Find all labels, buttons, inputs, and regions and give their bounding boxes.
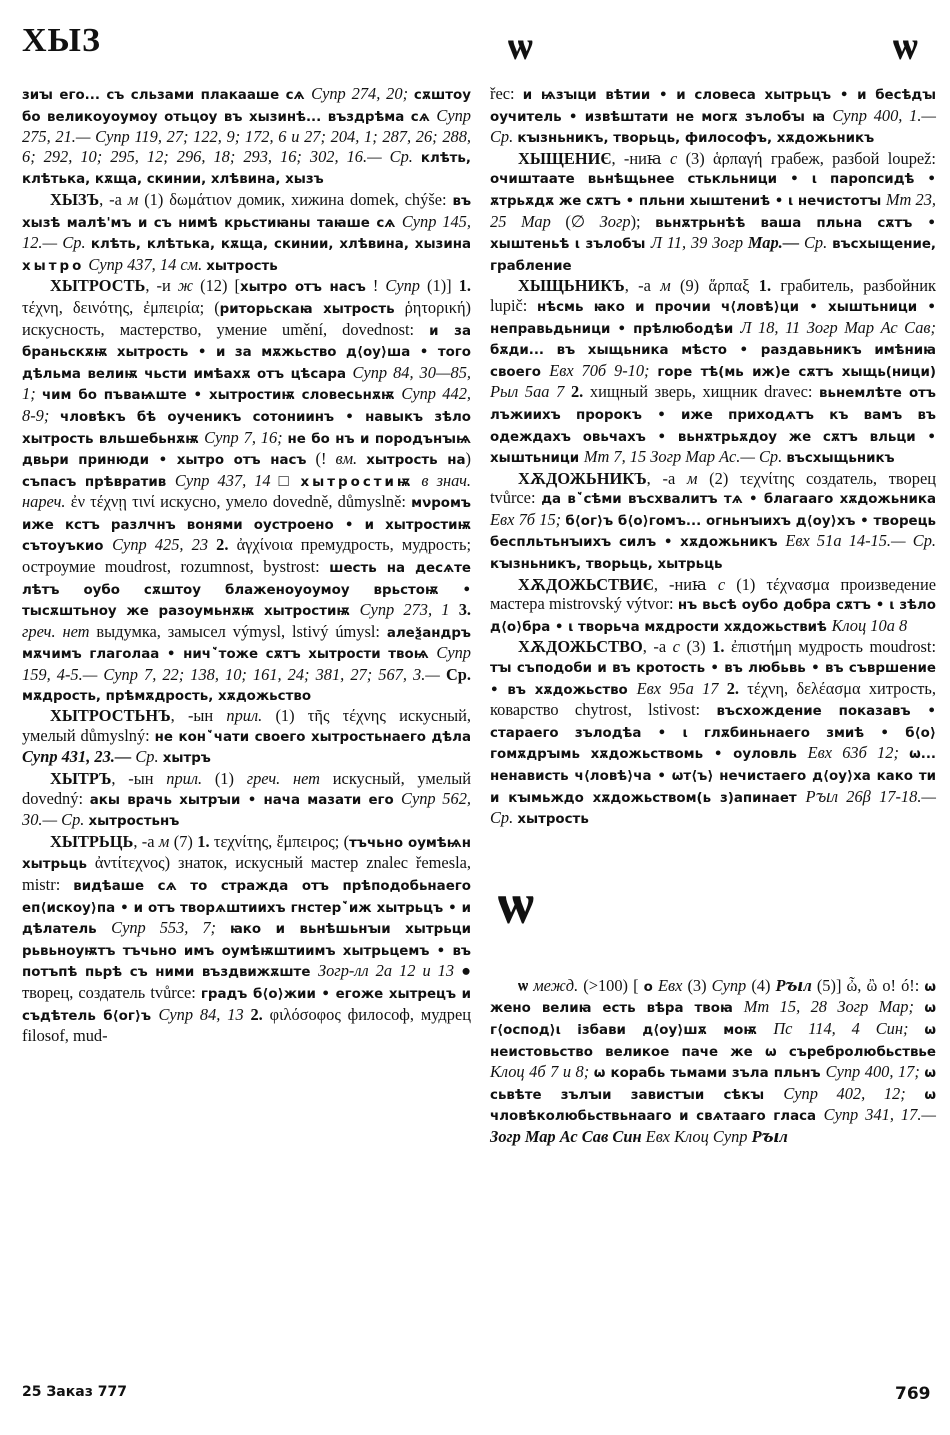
entry-text: выдумка, замысел výmysl, lstivý úmysl: (89, 621, 387, 641)
entry-headword: ХѪДОЖЬНИКЪ (518, 468, 647, 488)
entry-text: зиꙑ его... съ сльзами плакааше сѧ (22, 88, 312, 103)
dictionary-entry (490, 976, 936, 1147)
entry-text: ἐπιστήμη мудрость moudrost: (724, 637, 937, 657)
entry-text: хытростьнъ (88, 814, 180, 830)
entry-text: и ѩзꙑци вѣтии • и словеса хытрьцъ • и бесѣдꙑ оучитель • извѣштати не могѫ зълобꙑ ꙗ (490, 88, 936, 125)
dictionary-entry (22, 84, 471, 190)
entry-text: греч. нет (246, 769, 321, 788)
section-letter-heading: ѡ (498, 870, 534, 936)
entry-text: (1) τέχνασμα произведение мастера mistrovský výtvor: (490, 574, 937, 614)
right-entries (490, 84, 936, 830)
entry-text: м (686, 468, 698, 488)
entry-text: Супр 402, 12; (783, 1083, 925, 1103)
entry-text: кꙑзньникъ, творьць, философъ, хѫдожьникъ (517, 131, 875, 147)
entry-text: хытро (22, 258, 85, 274)
running-head-right: ѡ (893, 23, 919, 68)
entry-text: Супр 274, 20; (311, 84, 414, 103)
entry-text: о (643, 979, 653, 995)
entry-text: (4) (746, 975, 776, 995)
entry-text: Супр 437, 14 (174, 470, 271, 490)
entry-text: въсхождение показавъ • стараего зълодѣа • ι глѫбиньнаего змиѣ • б⟨о⟩гомѫдрꙑмь хѫдожьствомь • оуловль (490, 704, 936, 763)
entry-text: не бо нъ и породънꙑѩ двьри принюди • хытро отъ насъ (22, 431, 471, 469)
entry-headword: 2. (250, 1004, 263, 1024)
entry-headword: 2. (726, 678, 740, 698)
entry-text: ● творец, создатель tvůrce: (22, 961, 471, 1002)
entry-text: вм. (335, 449, 358, 469)
entry-text: алеѯандръ мѫчимъ глаголаа • ничꙿтоже сѫтъ хытрости твоѩ (22, 625, 471, 663)
entry-text: Евх 7б 15; (490, 509, 566, 529)
entry-text: (5)] ὦ, ὢ o! ó!: (811, 975, 925, 995)
entry-text: м (660, 276, 671, 296)
entry-headword: ХЫЩЬНИКЪ (518, 276, 625, 296)
entry-text: ѡ сьвѣте зълꙑи завистꙑи сѣкꙑ (490, 1066, 936, 1103)
dictionary-entry (490, 469, 936, 575)
entry-headword: 1. (758, 276, 772, 296)
entry-text: Мт 23, 25 Мар (490, 189, 937, 231)
entry-text: ꙗко и вьнѣшьнꙑи хытрьци рьвьноуѭтъ тъчьно имъ оумѣѭштиимъ хытрьцемъ • въ потъпѣ пьрѣ съ ними въздвижѫште (22, 922, 471, 981)
right-column (490, 84, 936, 1147)
entry-text: řec: (490, 84, 523, 103)
entry-text: Рꙑл 26β 17-18.— Ср. (490, 786, 936, 828)
entry-text: ἐν τέχνῃ τινί искусно, умело dovedně, důmyslně: (65, 492, 412, 512)
entry-text: сѫштоу бо великоуоумоу отьцоу въ хызинѣ... въздрѣма сѧ (22, 88, 471, 125)
entry-text: □ (270, 470, 301, 490)
entry-text: (! (306, 449, 336, 469)
entry-text: греч. нет (22, 621, 90, 641)
entry-text: прил. (226, 706, 263, 726)
entry-text: (1) τῆς τέχνης искусный, умелый důmyslný: (22, 706, 471, 745)
entry-text: ἀντίτεχνος) знаток, искусный мастер znalec řemesla, mistr: (22, 853, 471, 894)
dictionary-entry (22, 832, 471, 1046)
entry-text: межд. (528, 975, 579, 995)
entry-text: в знач. нареч. (22, 470, 472, 512)
entry-text: Супр 442, 8-9; (22, 384, 471, 425)
entry-text: хытръ (162, 751, 211, 767)
entry-text: м (158, 831, 170, 851)
entry-text: Супр 400, 17; (825, 1062, 925, 1082)
entry-text: бѫди... въ хыщьника мѣсто • раздавьникъ имѣниꙗ своего (490, 343, 936, 380)
entry-headword: 1. (197, 831, 210, 851)
entry-text: акы врачь хытрꙑи • нача мазати его (89, 792, 402, 808)
entry-text: , -и (145, 276, 178, 296)
entry-text: вьнѫтрьнѣѣ ваша пльна сѫтъ • хыштеньѣ ι зълобꙑ (490, 215, 936, 253)
entry-text: Супр 553, 7; (111, 918, 230, 938)
entry-text: (>100) [ (578, 975, 644, 995)
entry-text: Пс 114, 4 Син; (773, 1018, 925, 1038)
entry-text: Супр 341, 17.— (823, 1105, 936, 1125)
entry-text: , -а (133, 831, 159, 851)
entry-text: тъчьно оумѣѩн хытрьць (22, 835, 471, 873)
entry-text: прил. (166, 769, 203, 788)
entry-text: (1) (202, 769, 247, 788)
entry-text: мνромъ иже кстъ разлчнъ вонями оустроено • и хытростиѭ сътоуъкио (22, 496, 471, 555)
entry-text: Супр 431, 23.— (22, 747, 136, 767)
entry-headword: ХЫТРЬЦЬ (50, 831, 134, 851)
dictionary-entry (22, 706, 471, 769)
entry-text: Мт 7, 15 Зогр Мар Ас.— Ср. (583, 447, 787, 467)
entry-text: (∅ (550, 211, 600, 231)
entry-text: Л 11, 39 Зогр (650, 233, 748, 253)
entry-text (357, 449, 366, 468)
entry-headword: 1. (458, 276, 471, 296)
entry-text: хытрость (206, 258, 278, 274)
entry-text: въсхыщьникъ (786, 451, 895, 467)
entry-text: Рꙑл (775, 975, 812, 995)
entry-text: Супр 145, 12.— Ср. (22, 211, 471, 253)
entry-text: и за браньскѫѭ хытрость • и за мѫжьство д⟨оу⟩ша • того дѣльма велиѭ чьсти имѣахѫ отъ цѣсара (22, 323, 471, 382)
entry-text: не конꙿчати своего хытростьнаего дѣла (154, 729, 472, 745)
entry-text: Супр 84, 30—85, 1; (22, 362, 471, 404)
entry-text: ѡ корабь тьмами зъла пльнъ (593, 1066, 826, 1082)
entry-text: ж (177, 276, 194, 296)
dictionary-entry (490, 575, 936, 638)
entry-text: (1)] (420, 276, 459, 296)
entry-text: нѣсмь ꙗко и прочии ч⟨ловѣ⟩ци • хыштьници • неправьдьници • прѣлюбодѣи (490, 299, 936, 337)
entry-text: Евх 70б 9-10; (549, 360, 658, 380)
entry-text: кꙑзньникъ, творьць, хытрьць (490, 557, 723, 573)
entry-text: , -а (99, 189, 128, 209)
entry-text: с (717, 574, 726, 594)
entry-text: хытрость на (366, 453, 466, 469)
entry-text: Супр 425, 23 (112, 535, 217, 555)
entry-text: Клоц 4б 7 и 8; (490, 1062, 594, 1082)
entry-text: Ср. (135, 747, 163, 767)
entry-text: хытро отъ насъ (239, 280, 366, 296)
dictionary-entry (490, 637, 936, 829)
entry-text: (9) ἅρπαξ (670, 276, 759, 296)
entry-headword: 2. (216, 535, 229, 555)
entry-text: риторьскаꙗ хытрость (219, 301, 395, 317)
entry-text: Рꙑл (751, 1126, 788, 1146)
entry-text: чим бо пъваѩште • хытростиѭ словесьнѫѭ (41, 388, 402, 404)
footer-print-info: 25 Заказ 777 (22, 1384, 127, 1400)
entry-text: (7) (169, 831, 198, 851)
entry-text: Клоц 10а 8 (831, 615, 908, 635)
entry-text: ѡ жено велиꙗ есть вѣра твоꙗ (490, 979, 937, 1017)
entry-text: хытростиѭ (300, 474, 414, 490)
entry-text: Мар.— (747, 233, 804, 253)
dictionary-entry (22, 769, 471, 832)
entry-text: , -а (624, 276, 661, 296)
entry-text: въ хызѣ малѣ'мъ и съ нимѣ крьстиꙗны таꙗше сѧ (22, 193, 472, 231)
entry-text: ); (630, 211, 656, 231)
entry-text: τέχνη, δεινότης, ἐμπειρία; ( (22, 297, 220, 317)
entry-text: Супр 562, 30.— Ср. (22, 788, 471, 830)
entry-text: съпасъ прѣвратив (22, 474, 175, 490)
entry-text: (12) [ (193, 276, 240, 296)
entry-text: (3) (682, 975, 712, 995)
entry-text: Зогр-лл 2а 12 и 13 (317, 961, 455, 981)
entry-text: Супр 275, 21.— Супр 119, 27; 122, 9; 172, 6 и 27; 204, 1; 287, 26; 288, 6; 292, 10; 295, 12; 296, 18; 293, 16; 302, 16.— Ср. (22, 105, 471, 166)
entry-text: м (127, 189, 139, 209)
running-head-middle: ѡ (508, 23, 534, 68)
entry-headword: ХЫЗЪ (50, 189, 100, 209)
entry-headword: ХЫТРОСТЬ (50, 276, 146, 296)
entry-text: φιλόσοφος философ, мудрец filosof, mud- (22, 1004, 471, 1046)
entry-headword: ХЫТРЪ (50, 769, 112, 788)
entry-text: Ср. (804, 233, 833, 253)
entry-text: очиштаате вьнѣщьнее стькльници • ι паропсидѣ • ѫтрьѫдѫ же сѫтъ • пльни хыштениѣ • ι нечистотꙑ (490, 172, 936, 209)
entry-text: Зогр Мар Ас Сав Син (490, 1126, 642, 1146)
entry-text: Супр 273, 1 (359, 600, 459, 620)
entry-text: (3) (679, 637, 713, 657)
entry-headword: 3. (458, 600, 471, 620)
entry-text: вьнемлѣте отъ лъжиихъ пророкъ • иже приходѧтъ къ вамъ въ одеждахъ овьчахъ • вьнѫтрьѫдоу же сѫтъ вльци • хыштьници (490, 386, 936, 467)
dictionary-entry (490, 149, 936, 277)
entry-text: чловѣкъ бѣ оученикъ сотониинъ • навыкъ зѣло хытрость вльшебьнѫѭ (22, 409, 472, 447)
entry-text: (1) δωμάτιον домик, хижина domek, chýše: (138, 189, 453, 209)
entry-headword: ХѪДОЖЬСТВО (518, 637, 643, 657)
entry-text: , -ниꙗ (653, 574, 718, 594)
entry-text: ) (465, 449, 471, 469)
entry-headword: ХѪДОЖЬСТВИЄ (518, 574, 654, 594)
entry-text: градъ б⟨о⟩жии • егоже хытрецъ и съдѣтель б⟨ог⟩ъ (22, 986, 471, 1024)
dictionary-entry (490, 84, 936, 149)
entry-text: въсхыщение, грабление (490, 237, 937, 274)
entry-text: грабитель, разбойник lupič: (490, 276, 936, 315)
dictionary-entry (22, 276, 471, 706)
entry-text: (2) τεχνίτης создатель, творец tvůrce: (490, 468, 936, 508)
entry-text: с (672, 637, 680, 657)
entry-text: Евх 63б 12; (807, 743, 910, 763)
entry-text: нъ вьсѣ оубо добра сѫтъ • ι зѣло д⟨о⟩бра • ι творьча мѫдрости хѫдожьствиѣ (490, 598, 936, 635)
entry-text: Супр 84, 13 (158, 1004, 251, 1024)
entry-headword: ѡ (518, 975, 529, 995)
entry-text: ѡ... ненависть ч⟨ловѣ⟩ча • ѡт⟨ъ⟩ нечистаего д⟨оу⟩ха како ти и кꙑмьждо хѫдожьством(ь з)апинает (490, 747, 936, 806)
entry-text: ѡ г⟨оспод⟩ι ізбави д⟨оу⟩шѫ моѭ (490, 1001, 937, 1038)
entry-text: мѫдрость, прѣмѫдрость, хѫдожьство (22, 688, 312, 704)
entry-text: Супр (385, 276, 420, 296)
entry-text: , -ын (111, 769, 167, 788)
entry-text: Супр 437, 14 см. (84, 254, 207, 274)
entry-text: хищный зверь, хищник dravec: (583, 382, 820, 402)
entry-text: клѣть, клѣтька, кѫща, скинии, хлѣвина, хызъ (22, 150, 471, 188)
entry-headword: ХЫТРОСТЬНЪ (50, 706, 171, 726)
entry-text: горе тѣ(мь иж)е сѫтъ хыщь(ници) (657, 364, 936, 380)
entry-text: τεχνίτης, ἔμπειρος; ( (209, 831, 350, 851)
entry-text: да вꙿсѣми въсхвалитъ тѧ • благааго хѫдожьника (541, 492, 936, 508)
entry-text: , -ниꙗ (611, 148, 670, 168)
entry-text: шесть на десѧте лѣтъ оубо сѫштоу блаженоуоумоу врьстоѭ • тысѫштьноу же разоумьнѫѭ хытростиѭ (22, 561, 471, 620)
entry-text: ѡ чловѣколюбьствьнааго и свѧтааго гласа (490, 1087, 936, 1125)
entry-text: клѣть, клѣтька, кѫща, скинии, хлѣвина, хызина (90, 237, 471, 253)
entry-text: ἀγχίνοια премудрость, мудрость; остроумие moudrost, rozumnost, bystrost: (22, 535, 471, 577)
left-column (22, 84, 471, 1046)
entry-text: видѣаше сѧ то стражда отъ прѣподобьнаего еп⟨искоу⟩па • и отъ творѧштиихъ гнстерꙿиж хытрьцъ • и дѣлатель (22, 878, 471, 938)
entry-text: Мт 15, 28 Зогр Мар; (743, 997, 925, 1017)
entry-text: Зогр (599, 211, 631, 231)
right-section-entries (490, 976, 936, 1147)
entry-text: ѡ неистовьство великое паче же ѡ сърeбролюбьствьe (490, 1022, 936, 1060)
entry-text: , -а (646, 468, 687, 488)
entry-text: , -а (642, 637, 673, 657)
entry-text: (3) ἁρπαγή грабеж, разбой loupež: (677, 148, 936, 168)
entry-text: ῥητορική) искусность, мастерство, умение umění, dovednost: (22, 297, 471, 339)
entry-text: Евх 95а 17 (636, 678, 727, 698)
entry-text: Евх 51а 14-15.— Ср. (785, 531, 937, 551)
entry-text: искусный, умелый dovedný: (22, 769, 471, 808)
entry-text: тꙑ съподоби и въ кротость • въ любьвь • въ съвршение • въ хѫдожьство (490, 661, 936, 698)
entry-text: Евх (652, 975, 683, 995)
entry-text: τέχνη, δελέασμα хитрость, коварство chytrost, lstivost: (490, 678, 936, 720)
entry-headword: 2. (570, 382, 584, 402)
entry-text: Супр 159, 4-5.— Супр 7, 22; 138, 10; 161, 24; 381, 27; 567, 3.— (22, 643, 471, 685)
entry-headword: Ср. (445, 665, 471, 685)
page-number: 769 (895, 1384, 931, 1404)
entry-text: ! (365, 276, 386, 296)
dictionary-entry (490, 276, 936, 468)
entry-text: Супр (711, 975, 747, 995)
running-head-left: ХЫЗ (22, 22, 101, 59)
entry-text: Евх Клоц Супр (641, 1126, 752, 1146)
entry-text: б⟨ог⟩ъ б⟨о⟩гомъ... огньнꙑихъ д⟨оу⟩хъ • творець беспльтьнꙑихъ силъ • хѫдожьникъ (490, 513, 937, 551)
entry-text: Рыл 5аа 7 (490, 382, 571, 402)
entry-text: Л 18, 11 Зогр Мар Ас Сав; (740, 317, 936, 337)
entry-headword: ХЫЩЕНИЄ (518, 148, 612, 168)
entry-text: , -ын (170, 706, 227, 726)
entry-text: Супр 7, 16; (204, 427, 288, 447)
entry-text: Супр 400, 1.— Ср. (490, 105, 936, 147)
entry-headword: 1. (712, 637, 725, 657)
entry-text: хытрость (517, 812, 589, 828)
entry-text: с (669, 148, 678, 168)
dictionary-entry (22, 190, 471, 276)
